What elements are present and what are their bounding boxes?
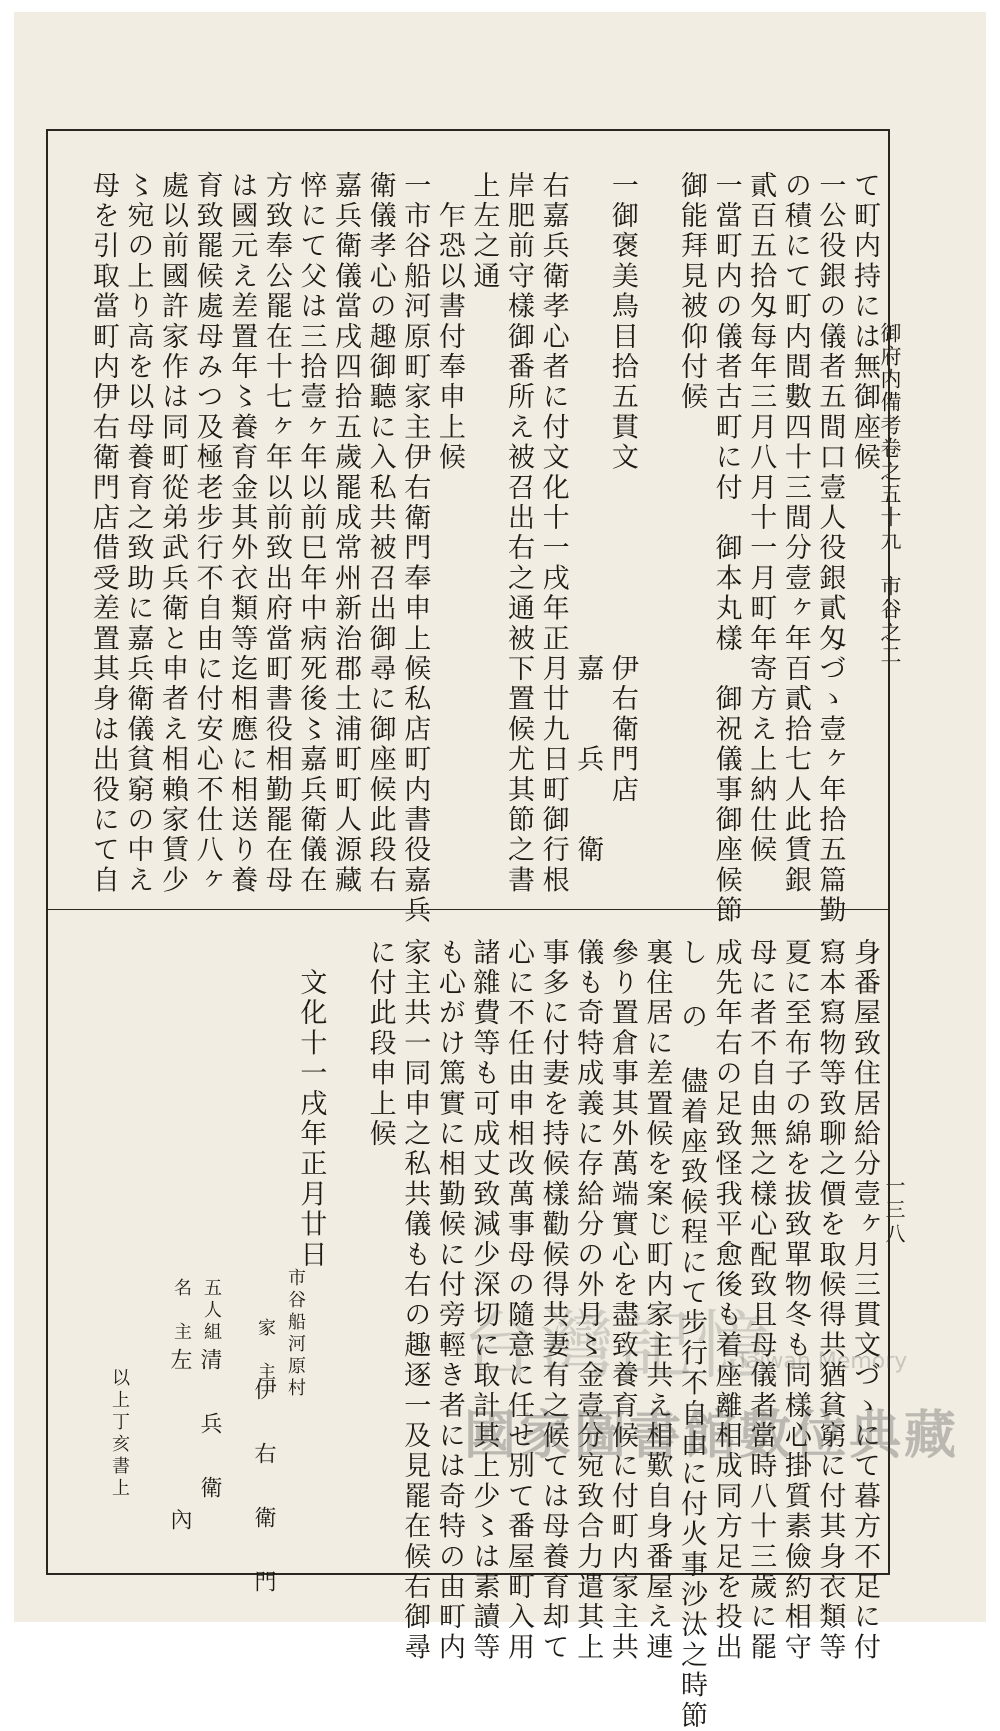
text-column: 事多に付妻を持候樣勸候得共妻有之候ては母養育却て: [537, 938, 569, 1663]
text-column: 母に者不自由無之樣心配致且母儀者當時八十三歲に罷: [745, 938, 777, 1663]
text-column: 儀も奇特成義に存給分の外月〻金壹分宛致合力遣其上: [572, 938, 604, 1663]
text-column: 寫本寫物等致聊之價を取候得共猶貧窮に付其身衣類等: [814, 938, 846, 1663]
text-column: 方致奉公罷在十七ヶ年以前致出府當町書役相勤罷在母: [260, 171, 292, 896]
closing-note: 以上丁亥書上: [109, 1368, 130, 1500]
signature-name-house: 伊 右 衛 門: [251, 1378, 276, 1602]
text-column: 岸肥前守樣御番所え被召出右之通被下置候尤其節之書: [503, 171, 534, 896]
page-header-title: 御府内備考卷之五十九 市谷之二: [878, 322, 902, 667]
text-column: 上左之通: [468, 171, 500, 292]
text-column: 一公役銀の儀者五間口壹人役銀貳匁づゝ壹ヶ年拾五篇勤: [814, 171, 846, 926]
signature-group-name: 清 兵 衛: [197, 1348, 222, 1508]
text-column: 一當町内の儀者古町に付 御本丸樣 御祝儀事御座候節: [710, 171, 742, 926]
text-column: 乍恐以書付奉申上候: [433, 171, 465, 473]
text-column: 貳百五拾匁每年三月八月十一月町年寄方え上納仕候: [745, 171, 777, 866]
text-column: 一御褒美鳥目拾五貫文 伊右衛門店: [606, 171, 638, 806]
text-column: 成先年右の足致怪我平愈後も着座離相成同方足を投出: [710, 938, 742, 1663]
signature-block: [88, 1268, 308, 1602]
text-column: 處以前國許家作は同町從弟武兵衛と申者え相賴家賃少: [157, 171, 188, 896]
text-column: 諸雜費等も可成丈致減少深切に取計其上少〻は素讀等: [468, 938, 500, 1663]
text-column: 夏に至布子の綿を拔致單物冬も同樣心掛質素儉約相守: [779, 938, 811, 1663]
text-column: 衛儀孝心の趣御聽に入私共被召出御尋に御座候此段右: [364, 171, 396, 896]
text-column: 御能拜見被仰付候: [676, 171, 707, 413]
text-column: 家主共一同申之私共儀も右の趣逐一及見罷在候右御尋: [399, 938, 431, 1663]
horizontal-divider: [48, 909, 888, 910]
text-column: に付此段申上候: [364, 938, 396, 1150]
signature-group: 五人組: [201, 1278, 222, 1344]
signature-role-nanushi: 名 主: [171, 1278, 192, 1344]
text-column: も心がけ篤實に相勤候に付旁輕き者には奇特の由町内: [433, 938, 465, 1663]
text-column: 裏住居に差置候を案じ町内家主共え相歎自身番屋え連: [641, 938, 673, 1663]
text-column: 嘉 兵 衛: [572, 171, 604, 866]
page-number: 一三八: [882, 1175, 906, 1247]
text-column: 身番屋致住居給分壹ヶ月三貫文づゝにて暮方不足に付: [849, 938, 880, 1663]
signature-name-nanushi: 左 內: [167, 1348, 192, 1540]
text-column: は國元え差置年〻養育金其外衣類等迄相應に相送り養: [226, 171, 258, 896]
text-column: し の 儘着座致候程にて步行不自由に付火事沙汰之時節: [676, 938, 707, 1731]
text-column: 悴にて父は三拾壹ヶ年以前巳年中病死後〻嘉兵衛儀在: [295, 171, 327, 896]
watermark-english: Taiwan Memory: [736, 1349, 908, 1374]
text-column: 嘉兵衛儀當戌四拾五歲罷成常州新治郡土浦町町人源藏: [330, 171, 361, 896]
text-column: 文化十一戌年正月廿日: [295, 938, 327, 1271]
text-column: 參り置倉事其外萬端實心を盡致養育候に付町内家主共: [606, 938, 638, 1663]
library-watermark: [444, 1287, 960, 1466]
text-column: 母を引取當町内伊右衛門店借受差置其身は出役にて自: [87, 171, 119, 896]
text-column: 心に不任由申相改萬事母の隨意に任せ別て番屋町入用: [503, 938, 534, 1663]
watermark-script: 台灣記憶: [462, 1303, 774, 1389]
document-page: [14, 12, 986, 1731]
text-column: 右嘉兵衛孝心者に付文化十一戌年正月廿九日町御行根: [537, 171, 569, 896]
text-column: 育致罷候處母みつ及極老步行不自由に付安心不仕八ヶ: [191, 171, 223, 896]
signature-role-house: 家 主: [255, 1318, 276, 1384]
signature-town: 市谷船河原村: [285, 1268, 306, 1400]
text-column: の積にて町内間數四十三間分壹ヶ年百貳拾七人此賃銀: [779, 171, 811, 896]
watermark-chinese: 國家圖書館數位典藏: [464, 1406, 960, 1466]
text-column: 一市谷船河原町家主伊右衛門奉申上候私店町内書役嘉兵: [399, 171, 431, 926]
text-column: て町内持には無御座候: [849, 171, 880, 473]
text-column: 〻宛の上り高を以母養育之致助に嘉兵衛儀貧窮の中え: [122, 171, 154, 896]
